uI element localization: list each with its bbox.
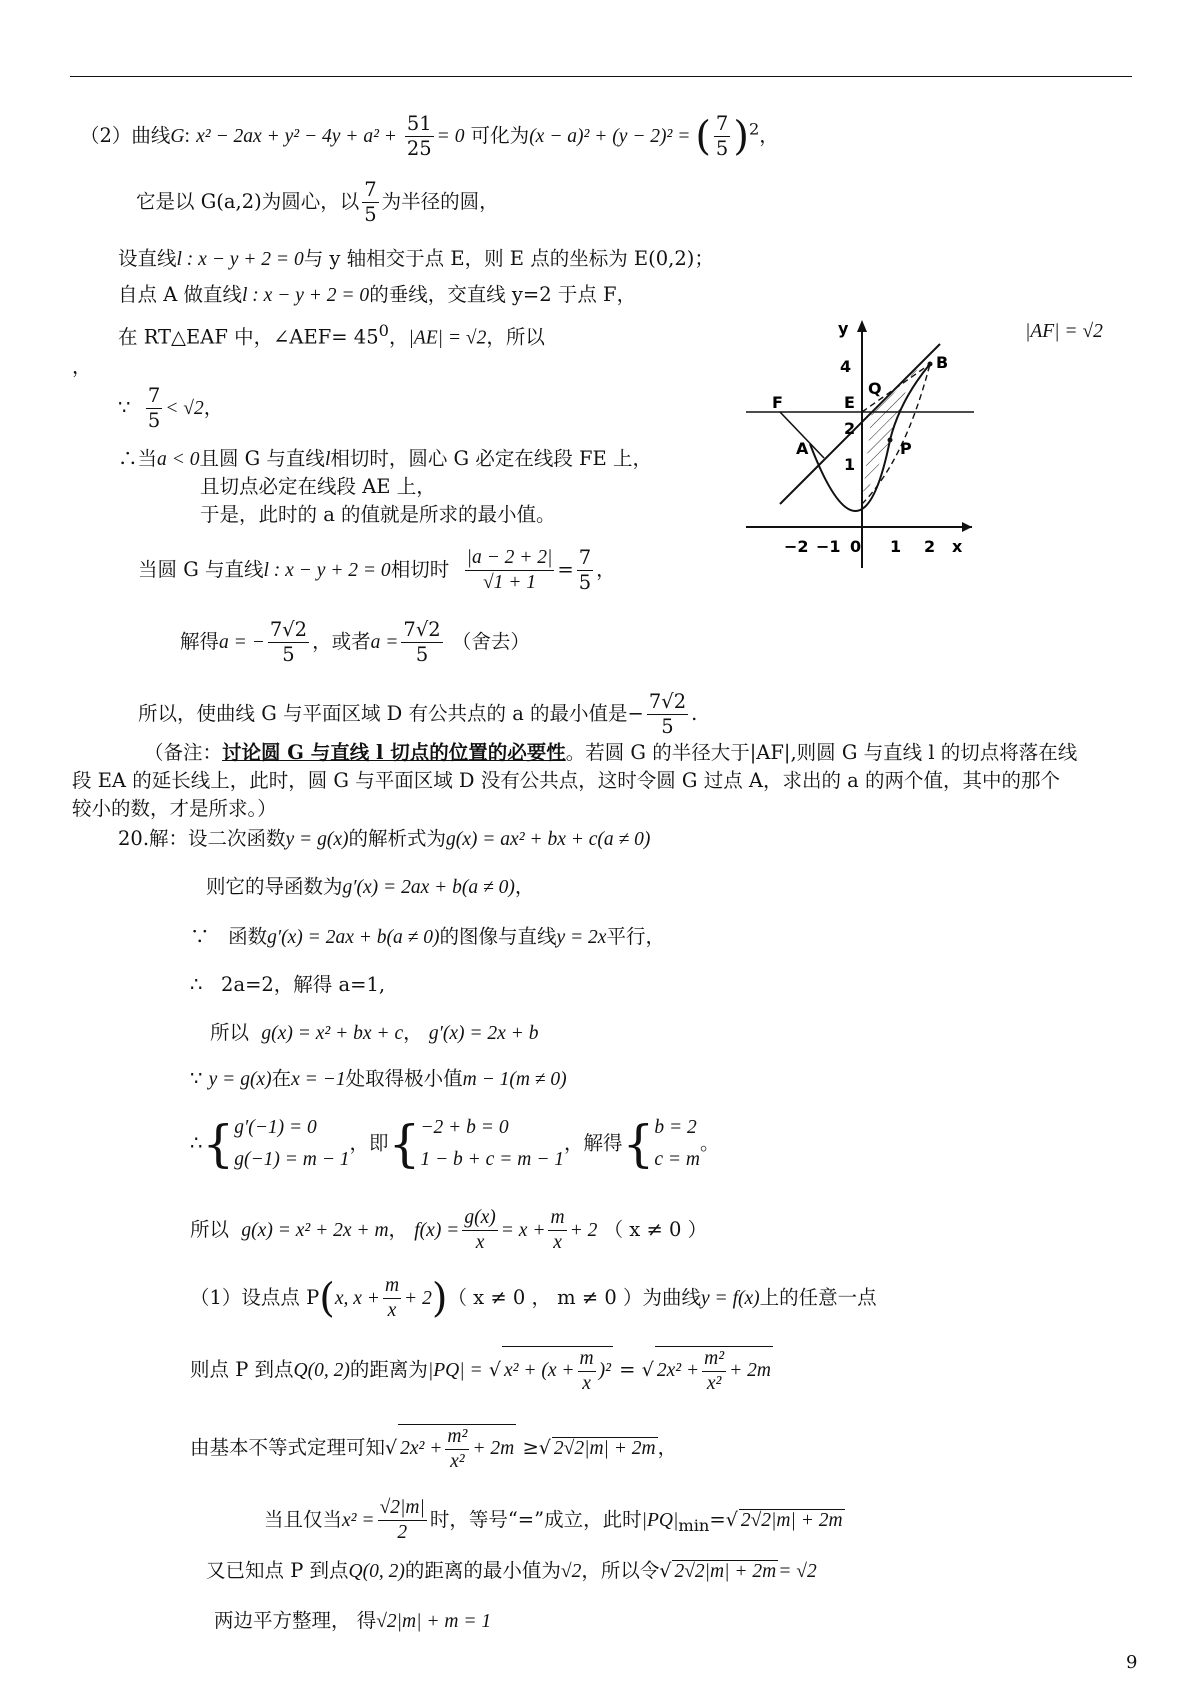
label-B: B xyxy=(936,353,949,372)
line-l xyxy=(780,344,940,504)
min-value-line: 于是，此时的 a 的值就是所求的最小值。 xyxy=(200,503,556,526)
q20-system: ∴{ g′(−1) = 0 g(−1) = m − 1 ，即{ −2 + b = 0 1 − b + c = m − 1 ，解得{ b = 2 c = m 。 xyxy=(190,1115,720,1173)
label-neg2: −2 xyxy=(784,537,809,556)
q20-part1: （1）设点点 P(x, x + $\frac{m}{x}$ + 2)（ x ≠ 0 ， m ≠ 0 ）为曲线y = f(x)上的任意一点 xyxy=(190,1275,877,1322)
label-y: y xyxy=(838,320,849,338)
q20-distance: 则点 P 到点Q(0, 2)的距离为|PQ| = √ x² + (x + $\frac{m}{x}$ )² = √ 2x² + $\frac{\text{m²}}{\text{x²}}$ + 2m xyxy=(190,1348,771,1394)
q20-g-form: 所以 g(x) = x² + bx + c， g′(x) = 2x + b xyxy=(210,1021,539,1044)
min-a-conclusion: 所以，使曲线 G 与平面区域 D 有公共点的 a 的最小值是− $\frac{7√2}{5}$ . xyxy=(138,690,698,738)
q20-known-min: 又已知点 P 到点Q(0, 2)的距离的最小值为√2，所以令√ 2√2|m| + 2m = √2 xyxy=(206,1559,817,1582)
x-axis-arrow xyxy=(962,522,972,532)
q20-heading: 20.解：设二次函数y = g(x)的解析式为g(x) = ax² + bx + c(a ≠ 0) xyxy=(118,827,651,850)
label-P: P xyxy=(900,439,912,458)
solve-a-line: 解得a = − $\frac{7√2}{5}$ ，或者a = $\frac{7√2}{5}$ （舍去） xyxy=(180,618,530,666)
label-E: E xyxy=(844,393,855,412)
q20-extremum: ∵ y = g(x)在x = −1处取得极小值m − 1(m ≠ 0) xyxy=(190,1067,567,1090)
label-Q: Q xyxy=(868,379,882,398)
label-F: F xyxy=(772,393,783,412)
label-4: 4 xyxy=(840,357,852,376)
rt-triangle-line: 在 RT△EAF 中，∠AEF= $45^0$，|AE| = √2，所以 xyxy=(118,321,545,349)
page-number: 9 xyxy=(1126,1652,1138,1673)
q20-derivative: 则它的导函数为g′(x) = 2ax + b(a ≠ 0)， xyxy=(206,875,535,898)
label-1: 1 xyxy=(844,455,856,474)
q20-result: 所以 g(x) = x² + 2x + m， f(x) = $\frac{g(x)}{x}$ = x + $\frac{m}{x}$ + 2 （ x ≠ 0 ） xyxy=(190,1207,708,1253)
label-x: x xyxy=(952,537,963,556)
point-b xyxy=(928,362,933,367)
q20-inequality: 由基本不等式定理可知√ 2x² + $\frac{\text{m²}}{\text{x²}}$ + 2m ≥√ 2√2|m| + 2m ， xyxy=(190,1426,678,1472)
tangent-condition-line: 当圆 G 与直线l : x − y + 2 = 0相切时 $\frac{|a - 2 + 2|}{√1 + 1}$ = $\frac{7}{5}$ ， xyxy=(138,546,616,594)
label-0: 0 xyxy=(850,537,862,556)
label-2: 2 xyxy=(844,419,856,438)
lone-comma: ， xyxy=(72,355,92,378)
q20-square-both: 两边平方整理， 得√2|m| + m = 1 xyxy=(214,1609,492,1632)
header-rule xyxy=(70,76,1132,77)
remark-line-3: 较小的数，才是所求。） xyxy=(72,797,277,820)
part2-curve-line: （2）曲线G: x² − 2ax + y² − 4y + a² + $\frac{51}{25}$ = 0 可化为(x − a)² + (y − 2)² = ( $\frac{7}{5}$ )$^2$， xyxy=(80,112,779,160)
circle-center-line: 它是以 G(a,2)为圆心，以 $\frac{7}{5}$ 为半径的圆， xyxy=(136,178,499,226)
since-7-5-line: ∵ $\frac{7}{5}$ < √2， xyxy=(118,384,224,432)
label-A: A xyxy=(796,439,809,458)
q20-parallel: ∵ 函数g′(x) = 2ax + b(a ≠ 0)的图像与直线y = 2x平行， xyxy=(190,925,665,948)
remark-line-1: （备注：讨论圆 G 与直线 l 切点的位置的必要性。若圆 G 的半径大于|AF|,则圆 G 与直线 l 的切点将落在线 xyxy=(144,741,1078,764)
region-diagram xyxy=(740,320,980,580)
q20-equality-condition: 当且仅当x² = $\frac{√2|m|}{2}$ 时，等号“=”成立，此时$|PQ|_{min}=√$ 2√2|m| + 2m xyxy=(264,1497,843,1543)
line-e-text: 设直线l : x − y + 2 = 0与 y 轴相交于点 E，则 E 点的坐标为 E(0,2)； xyxy=(118,247,714,270)
label-x2: 2 xyxy=(924,537,936,556)
label-neg1: −1 xyxy=(816,537,841,556)
therefore-center-line: ∴当a < 0且圆 G 与直线l相切时，圆心 G 必定在线段 FE 上， xyxy=(118,447,652,470)
point-p xyxy=(888,438,893,443)
af-length: |AF| = √2 xyxy=(1025,321,1103,342)
line-f-text: 自点 A 做直线l : x − y + 2 = 0的垂线，交直线 y=2 于点 F， xyxy=(118,283,637,306)
tangent-on-ae-line: 且切点必定在线段 AE 上， xyxy=(200,475,436,498)
label-x1: 1 xyxy=(890,537,902,556)
remark-line-2: 段 EA 的延长线上，此时，圆 G 与平面区域 D 没有公共点，这时令圆 G 过点 A，求出的 a 的两个值，其中的那个 xyxy=(72,769,1060,792)
q20-a-equals-1: ∴ 2a=2，解得 a=1, xyxy=(190,973,386,996)
y-axis-arrow xyxy=(857,320,867,332)
